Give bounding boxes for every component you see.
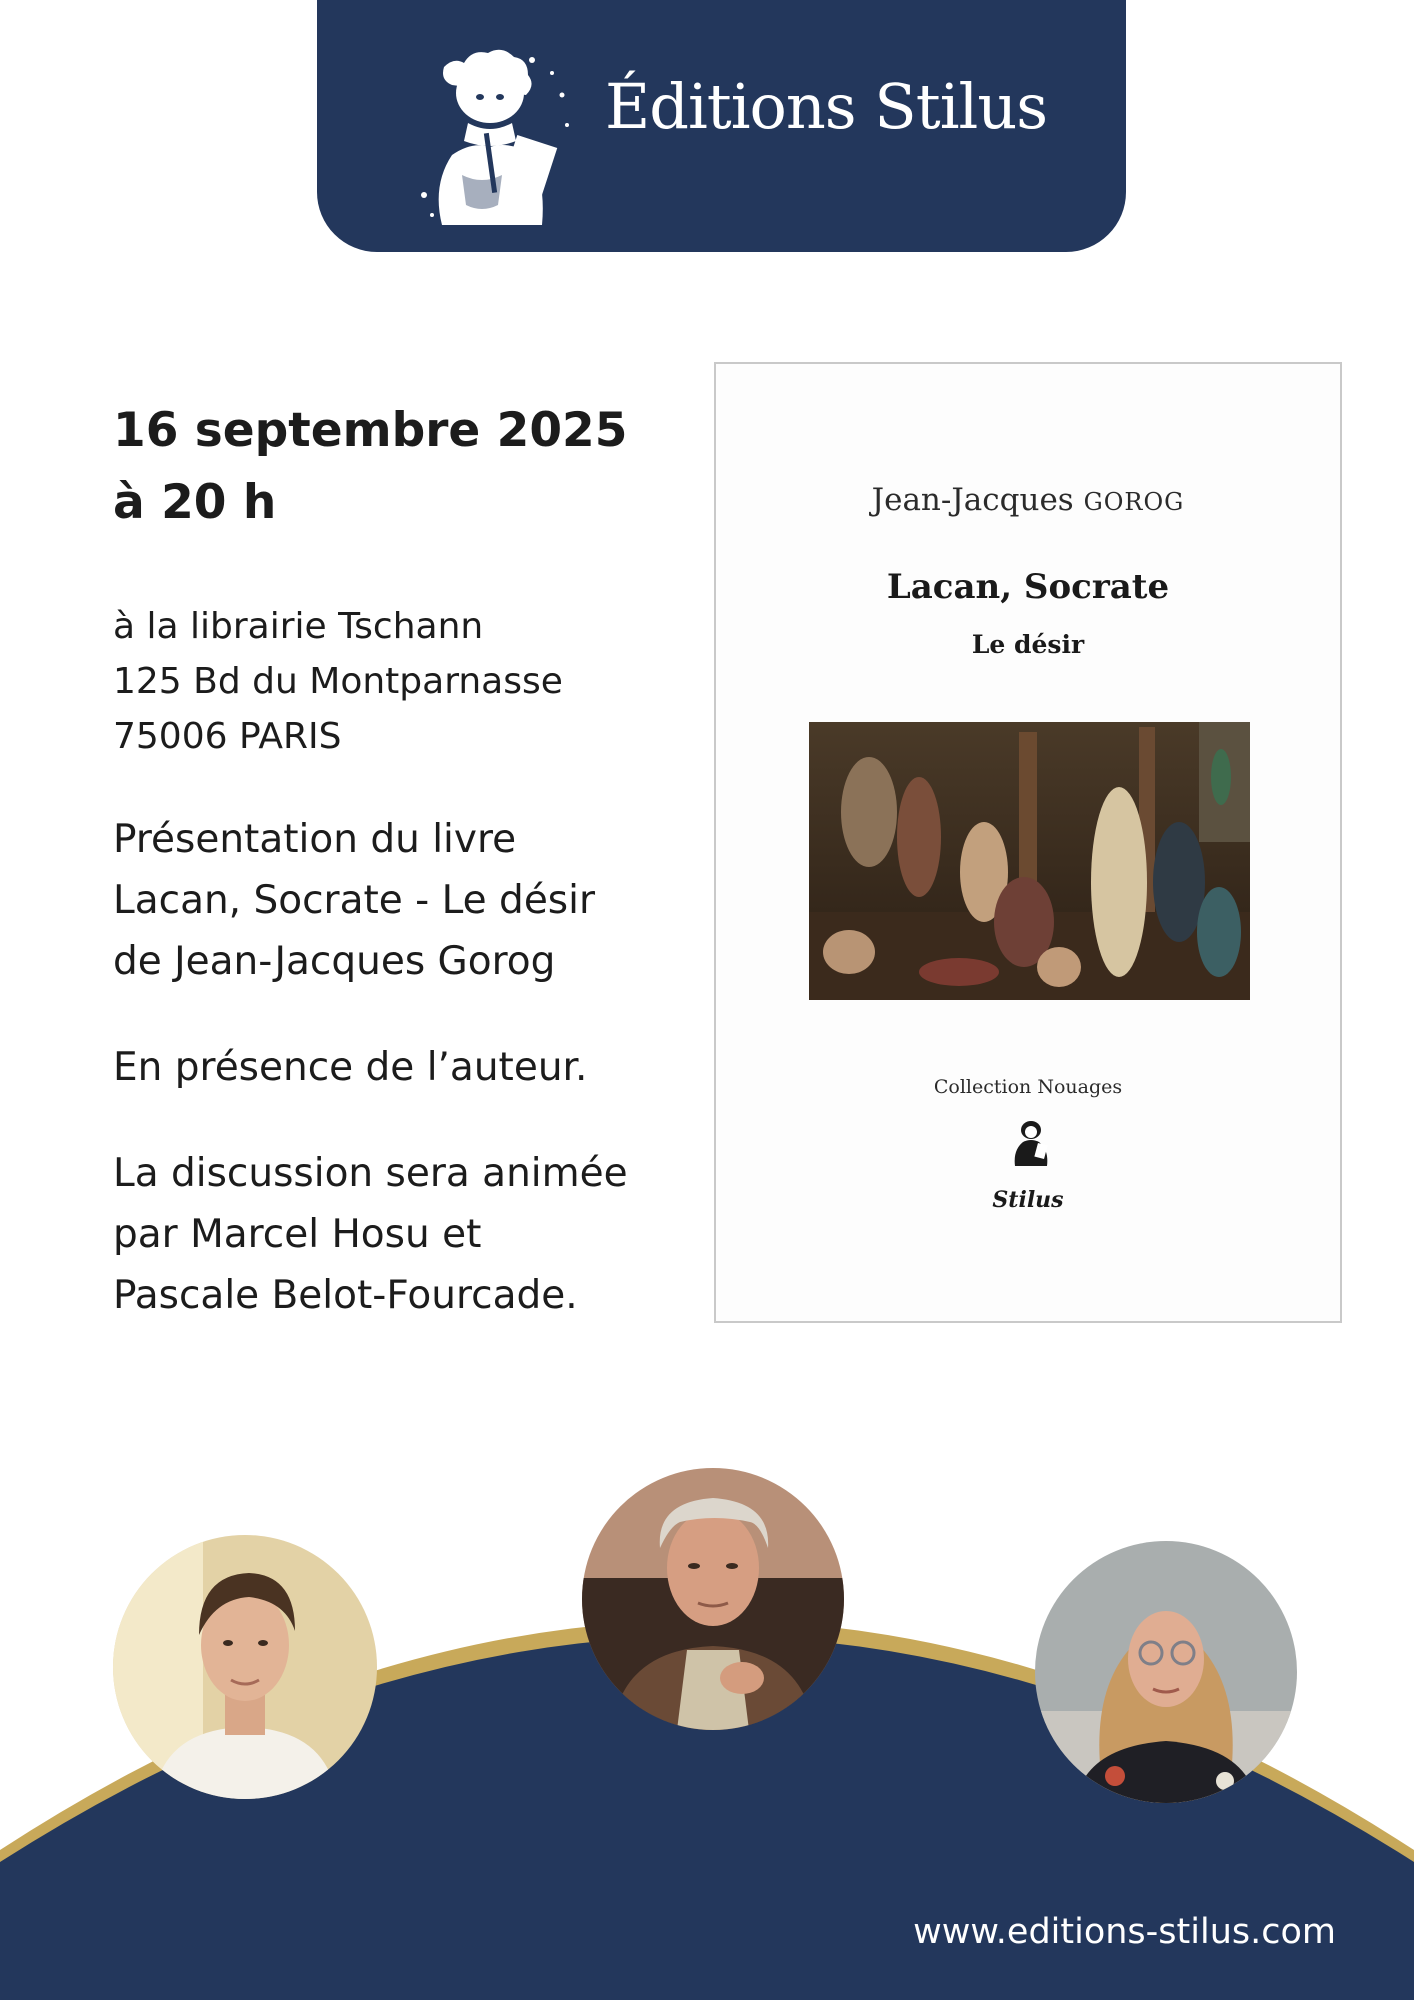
presentation-text	[113, 809, 673, 992]
header-banner	[317, 0, 1126, 252]
cover-author-last: GOROG	[1083, 488, 1185, 516]
event-date: 16 septembre 2025	[113, 403, 628, 458]
venue-name: à la librairie Tschann	[113, 606, 484, 647]
presentation-line: de Jean-Jacques Gorog	[113, 939, 556, 984]
cover-subtitle: Le désir	[971, 630, 1085, 659]
venue-address	[113, 599, 673, 764]
portrait-jean-jacques-gorog	[582, 1468, 844, 1730]
cover-author	[716, 482, 1340, 518]
venue-street: 125 Bd du Montparnasse	[113, 661, 563, 702]
discussion-line: Pascale Belot-Fourcade.	[113, 1273, 578, 1318]
brand-name: Éditions Stilus	[605, 70, 1048, 143]
presence-text: En présence de l’auteur.	[113, 1045, 588, 1090]
presentation-line: Lacan, Socrate - Le désir	[113, 878, 595, 923]
venue-city: 75006 PARIS	[113, 716, 342, 757]
discussion-text	[113, 1143, 673, 1326]
cover-painting	[809, 722, 1250, 1000]
event-info	[113, 395, 673, 1326]
discussion-line: La discussion sera animée	[113, 1151, 628, 1196]
discussion-line: par Marcel Hosu et	[113, 1212, 482, 1257]
footer-website-link[interactable]: www.editions-stilus.com	[913, 1912, 1336, 1952]
portrait-pascale-belot-fourcade	[1035, 1541, 1297, 1803]
cover-collection: Collection Nouages	[933, 1076, 1123, 1098]
presentation-line: Présentation du livre	[113, 817, 517, 862]
stilus-logo-icon	[412, 45, 577, 230]
event-time: à 20 h	[113, 475, 277, 530]
cover-publisher-logo-icon	[1009, 1116, 1053, 1168]
cover-author-first: Jean-Jacques	[871, 482, 1084, 518]
portrait-marcel-hosu	[113, 1535, 377, 1799]
book-cover	[714, 362, 1342, 1323]
cover-publisher: Stilus	[992, 1187, 1064, 1213]
cover-title: Lacan, Socrate	[886, 567, 1170, 607]
